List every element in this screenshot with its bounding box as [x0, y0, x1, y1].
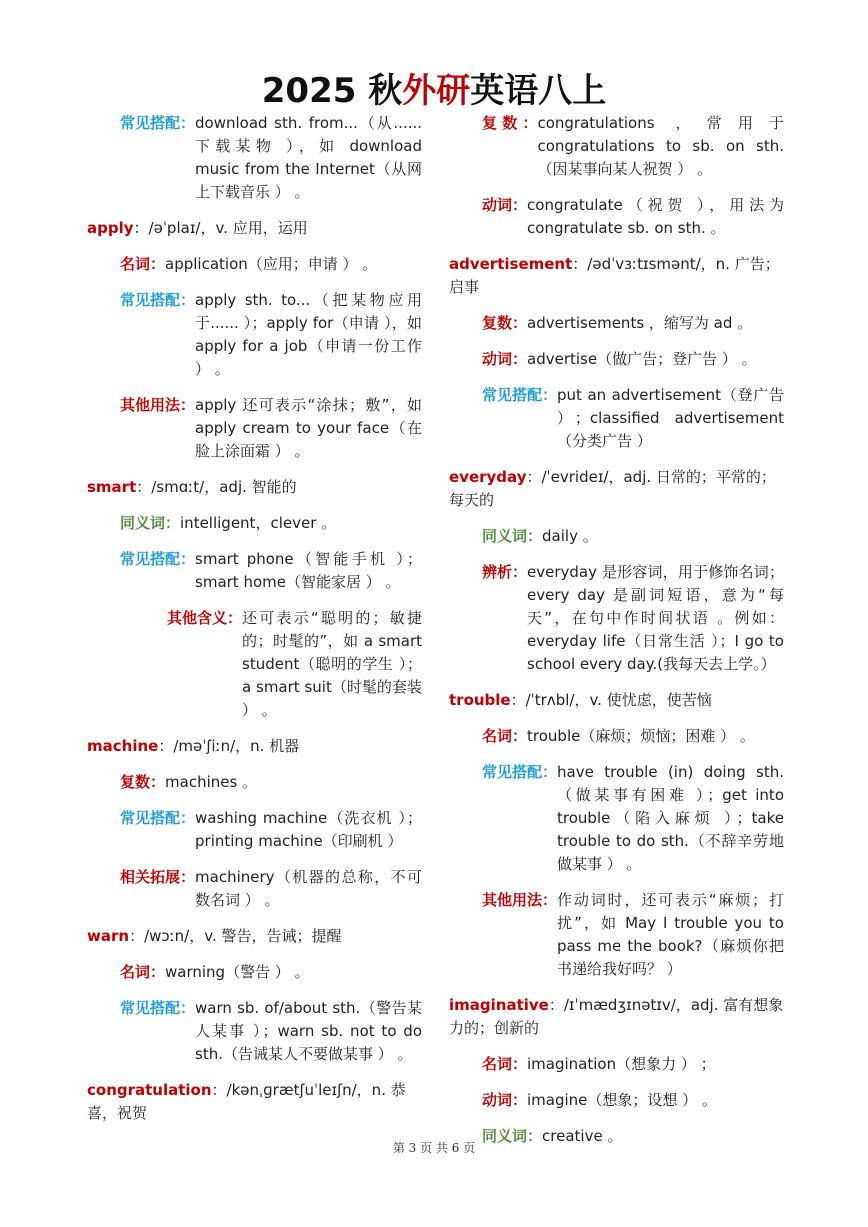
sub-entry: 常见搭配： smart phone（智能手机 ）；smart home（智能家居 ） 。 — [120, 550, 422, 591]
entry-advertisement: advertisement：/ədˈvɜːtɪsmənt/，n. 广告；启事 — [449, 255, 780, 296]
headword: congratulation — [87, 1081, 212, 1099]
headword: advertisement — [449, 255, 573, 273]
sub-entry: 其他用法： 作动词时，还可表示“麻烦；打扰”，如 May I trouble you to pass me the book?（麻烦你把书递给我好吗？ ） — [482, 891, 784, 978]
sub-entry: 名词： imagination（想象力 ） ； — [482, 1055, 716, 1073]
sub-entry: 名词： trouble（麻烦；烦恼；困难 ） 。 — [482, 727, 755, 745]
right-column — [449, 112, 784, 1161]
entry-warn: warn：/wɔːn/，v. 警告，告诫；提醒 — [87, 927, 342, 945]
headword: everyday — [449, 468, 527, 486]
title-part1: 2025 秋 — [261, 71, 403, 111]
sub-entry: 常见搭配： washing machine（洗衣机 ）；printing machine（印刷机 ） — [120, 809, 422, 850]
sub-entry: 常见搭配： apply sth. to...（把某物应用于...... ）；apply for（申请 ），如 apply for a job（申请一份工作 ） 。 — [120, 291, 422, 378]
entry-machine: machine：/məˈʃiːn/，n. 机器 — [87, 737, 300, 755]
sub-entry: 辨析： everyday 是形容词，用于修饰名词；every day 是副词短语，意为“每天”，在句中作时间状语 。例如：everyday life（日常生活 ）；I go to school every day.(我每天去上学。） — [482, 563, 784, 673]
headword: trouble — [449, 691, 511, 709]
entry-smart: smart：/smɑːt/，adj. 智能的 — [87, 478, 297, 496]
sub-entry: 常见搭配： warn sb. of/about sth.（警告某人某事 ）；warn sb. not to do sth.（告诫某人不要做某事 ） 。 — [120, 999, 422, 1063]
sub-entry: 复数： advertisements ，缩写为 ad 。 — [482, 314, 753, 332]
sub-entry: 同义词： intelligent，clever 。 — [120, 514, 337, 532]
headword: imaginative — [449, 996, 549, 1014]
sub-entry: 其他用法： apply 还可表示“涂抹；敷”，如 apply cream to your face（在脸上涂面霜 ） 。 — [120, 396, 422, 460]
sub-entry: 其他含义： 还可表示“聪明的；敏捷的；时髦的”，如 a smart student（聪明的学生 ）；a smart suit（时髦的套装 ） 。 — [167, 609, 422, 719]
sub-entry: 常见搭配： put an advertisement（登广告 ）；classified advertisement（分类广告 ） — [482, 386, 784, 450]
sub-entry: 复数： machines 。 — [120, 773, 258, 791]
sub-entry: 动词： congratulate（祝贺 ），用法为 congratulate sb. on sth. 。 — [482, 196, 784, 237]
entry-everyday: everyday：/ˈevrideɪ/，adj. 日常的；平常的；每天的 — [449, 468, 776, 509]
sub-entry: 同义词： daily 。 — [482, 527, 598, 545]
left-column — [87, 112, 422, 1138]
headword: smart — [87, 478, 137, 496]
entry-congratulation: congratulation：/kənˌɡrætʃuˈleɪʃn/，n. 恭喜，祝贺 — [87, 1081, 406, 1122]
headword: apply — [87, 219, 134, 237]
sub-entry: 相关拓展： machinery（机器的总称，不可数名词 ） 。 — [120, 868, 422, 909]
sub-entry: 名词： warning（警告 ） 。 — [120, 963, 310, 981]
entry-trouble: trouble：/ˈtrʌbl/，v. 使忧虑，使苦恼 — [449, 691, 712, 709]
entry-apply: apply：/əˈplaɪ/，v. 应用，运用 — [87, 219, 308, 237]
sub-entry: 动词： imagine（想象；设想 ） 。 — [482, 1091, 717, 1109]
sub-entry: 复 数 ： congratulations ，常用于 congratulations to sb. on sth.（因某事向某人祝贺 ） 。 — [482, 114, 784, 178]
sub-entry: 常见搭配： download sth. from...（从...... 下载某物 ），如 download music from the Internet（从网上下载音乐 ） 。 — [120, 114, 422, 201]
sub-entry: 名词： application（应用；申请 ） 。 — [120, 255, 378, 273]
sub-entry: 同义词： creative 。 — [482, 1127, 623, 1145]
title-part3: 英语八上 — [470, 71, 607, 111]
sub-entry: 动词： advertise（做广告；登广告 ） 。 — [482, 350, 757, 368]
page-footer: 第 3 页 共 6 页 — [392, 1141, 476, 1155]
title-part2: 外研 — [402, 71, 471, 111]
entry-imaginative: imaginative：/ɪˈmædʒɪnətɪv/，adj. 富有想象力的；创新的 — [449, 996, 784, 1037]
page-title — [0, 66, 868, 116]
headword: warn — [87, 927, 130, 945]
sub-entry: 常见搭配： have trouble (in) doing sth.（做某事有困难 ）；get into trouble（陷入麻烦 ）；take trouble to do sth.（不辞辛劳地做某事 ） 。 — [482, 763, 784, 873]
headword: machine — [87, 737, 159, 755]
